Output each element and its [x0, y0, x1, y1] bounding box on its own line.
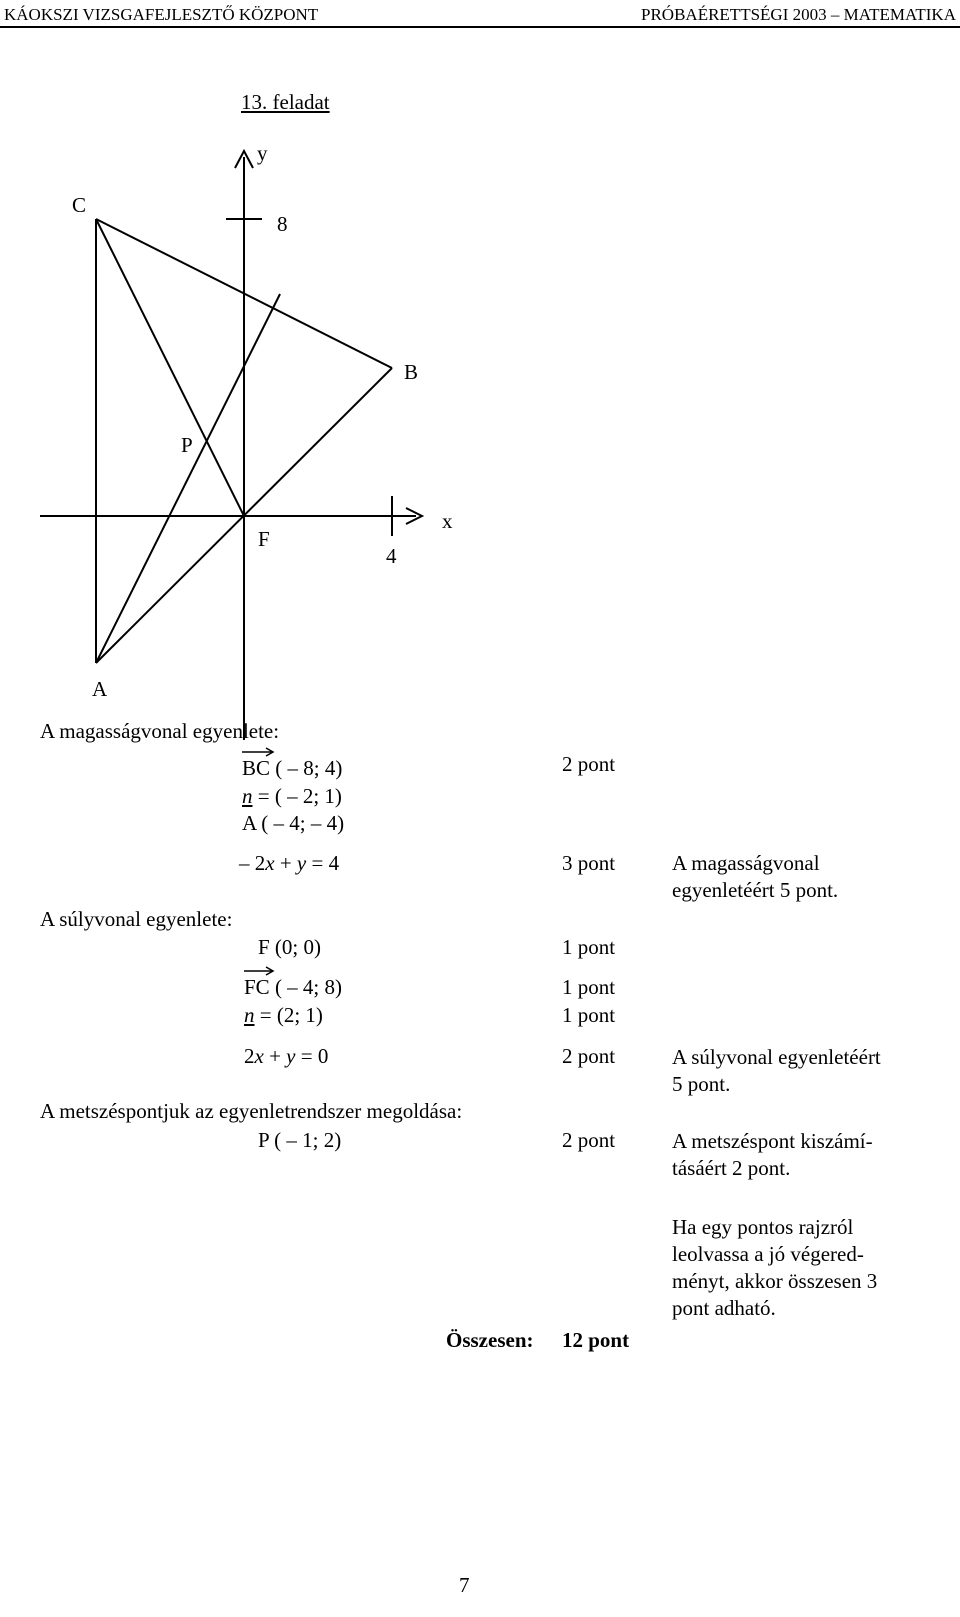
note-intersection: A metszéspont kiszámí- tásáért 2 pont.	[672, 1129, 873, 1180]
altitude-heading: A magasságvonal egyenlete:	[40, 719, 280, 743]
points-4: 1 pont	[562, 975, 616, 999]
points-3: 1 pont	[562, 935, 616, 959]
points-5: 1 pont	[562, 1003, 616, 1027]
median-equation: 2x + y = 0	[244, 1044, 329, 1068]
normal-vector-1: n = ( – 2; 1)	[242, 784, 342, 808]
note-drawing: Ha egy pontos rajzról leolvassa a jó végered- ményt, akkor összesen 3 pont adható.	[672, 1215, 878, 1320]
point-c-label: C	[72, 193, 87, 217]
normal-vector-2: n = (2; 1)	[244, 1003, 323, 1027]
points-7: 2 pont	[562, 1128, 616, 1152]
point-f-label: F	[258, 527, 270, 551]
point-a-label: A	[92, 677, 108, 701]
points-2: 3 pont	[562, 851, 616, 875]
page-number: 7	[459, 1573, 470, 1597]
header-left: KÁOKSZI VIZSGAFEJLESZTŐ KÖZPONT	[4, 5, 319, 24]
point-b-label: B	[404, 360, 419, 384]
header-right: PRÓBAÉRETTSÉGI 2003 – MATEMATIKA	[641, 5, 956, 24]
y-tick-label: 8	[277, 212, 288, 236]
point-p-coords: P ( – 1; 2)	[258, 1128, 342, 1152]
altitude-line	[96, 294, 280, 663]
triangle-figure	[0, 0, 960, 740]
points-6: 2 pont	[562, 1044, 616, 1068]
vector-fc: FC ( – 4; 8)	[244, 975, 342, 1000]
point-f-coords: F (0; 0)	[258, 935, 321, 959]
vector-arrow-icon	[244, 966, 274, 976]
point-p-label: P	[181, 433, 193, 457]
median-cf	[96, 219, 244, 516]
note-median: A súlyvonal egyenletéért 5 pont.	[672, 1045, 881, 1096]
y-axis-label: y	[257, 141, 268, 165]
intersection-heading: A metszéspontjuk az egyenletrendszer megoldása:	[40, 1099, 463, 1123]
median-heading: A súlyvonal egyenlete:	[40, 907, 233, 931]
note-altitude: A magasságvonal egyenletéért 5 pont.	[672, 851, 839, 902]
points-1: 2 pont	[562, 752, 616, 776]
total-points: 12 pont	[562, 1328, 630, 1352]
task-title: 13. feladat	[241, 90, 330, 114]
vector-arrow-icon	[242, 747, 274, 757]
x-tick-label: 4	[386, 544, 397, 568]
x-axis-label: x	[442, 509, 453, 533]
total-label: Összesen:	[446, 1328, 534, 1352]
altitude-equation: – 2x + y = 4	[239, 851, 340, 875]
vector-bc: BC ( – 8; 4)	[242, 756, 342, 781]
point-a-coords: A ( – 4; – 4)	[242, 811, 345, 835]
